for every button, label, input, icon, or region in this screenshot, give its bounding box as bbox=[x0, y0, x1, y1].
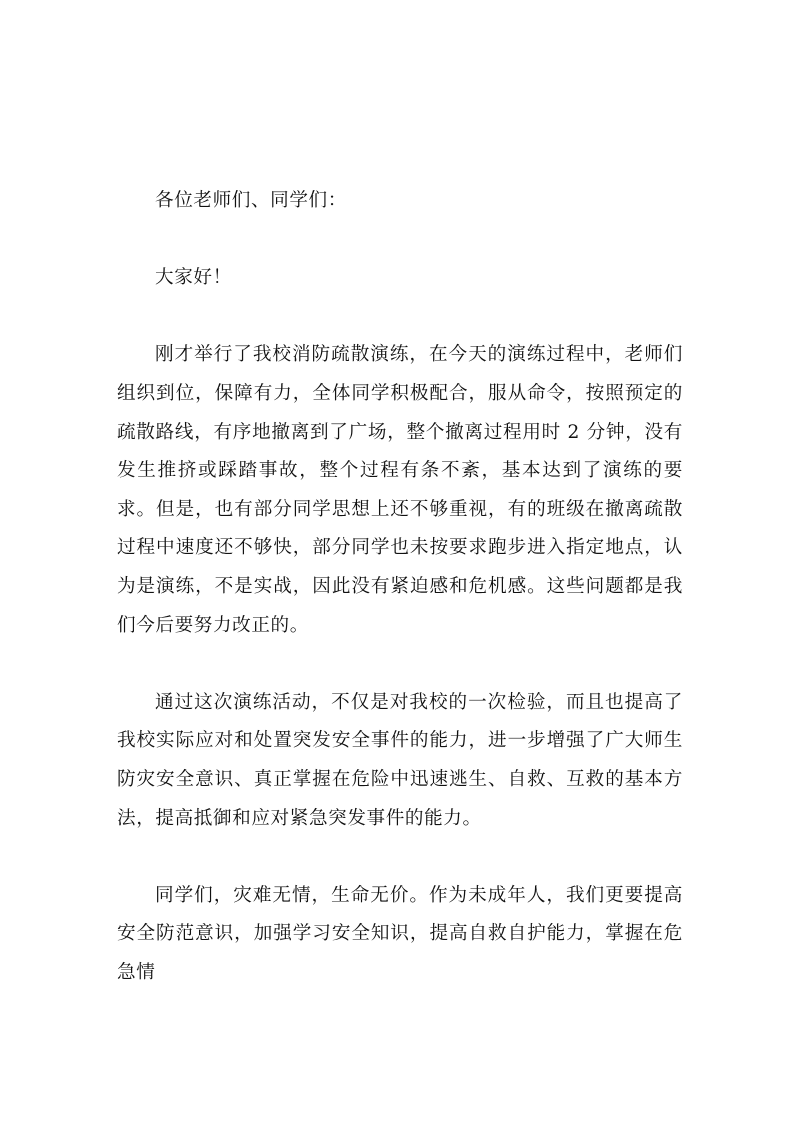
paragraph-safety-appeal: 同学们，灾难无情，生命无价。作为未成年人，我们更要提高安全防范意识，加强学习安全知识，提高自救自护能力，掌握在危急情 bbox=[117, 884, 683, 983]
salutation: 各位老师们、同学们： bbox=[155, 190, 347, 211]
paragraph-drill-summary: 刚才举行了我校消防疏散演练，在今天的演练过程中，老师们组织到位，保障有力，全体同学积极配合，服从命令，按照预定的疏散路线，有序地撤离到了广场，整个撤离过程用时 2 分钟，没有发生推挤或踩踏事故，整个过程有条不紊，基本达到了演练的要求。但是，也有部分同学思想上还不够重视，有的班级在撤离疏散过程中速度还不够快，部分同学也未按要求跑步进入指定地点，认为是演练，不是实战，因此没有紧迫感和危机感。这些问题都是我们今后要努力改正的。 bbox=[117, 344, 683, 636]
greeting: 大家好！ bbox=[155, 267, 232, 289]
paragraph-gap bbox=[117, 838, 683, 877]
paragraph-gap bbox=[117, 645, 683, 684]
paragraph-gap bbox=[117, 298, 683, 337]
paragraph-drill-benefits: 通过这次演练活动，不仅是对我校的一次检验，而且也提高了我校实际应对和处置突发安全事件的能力，进一步增强了广大师生防灾安全意识、真正掌握在危险中迅速逃生、自救、互救的基本方法，提高抵御和应对紧急突发事件的能力。 bbox=[117, 691, 683, 829]
document-page bbox=[117, 182, 683, 992]
paragraph-gap bbox=[117, 221, 683, 260]
